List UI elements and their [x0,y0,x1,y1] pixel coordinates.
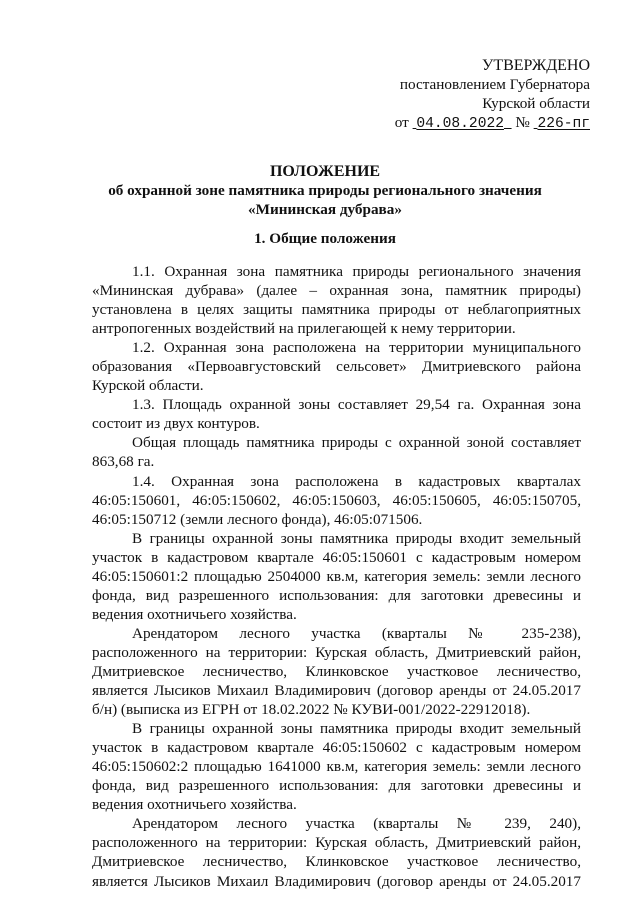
paragraph [92,719,581,814]
paragraph-line: состоит из двух контуров. [92,415,260,433]
paragraph-line: 46:05:150601:2 площадью 2504000 кв.м, категория земель: земли лесного [92,567,581,585]
paragraph [92,395,581,433]
paragraph-line: 46:05:150601, 46:05:150602, 46:05:150603, 46:05:150605, 46:05:150705, [92,491,581,509]
approval-date-line [380,113,590,134]
paragraph-line: Арендатором лесного участка (кварталы № 235-238), [132,624,581,642]
document-title: ПОЛОЖЕНИЕ [269,163,381,180]
approval-title: УТВЕРЖДЕНО [481,57,590,74]
paragraph [92,814,581,890]
paragraph-line: фонда, вид разрешенного использования: для заготовки древесины и [92,586,581,604]
paragraph [92,262,581,338]
paragraph-line: Арендатором лесного участка (кварталы № 239, 240), [132,815,581,833]
paragraph-line: 1.1. Охранная зона памятника природы регионального значения [132,263,581,280]
paragraph-line: Курской области. [92,377,204,395]
paragraph-line: 46:05:150712 (земли лесного фонда), 46:05:071506. [92,510,423,528]
paragraph [92,433,581,471]
document-subtitle-line2: «Мининская дубрава» [248,201,402,218]
paragraph-line: фонда, вид разрешенного использования: для заготовки древесины и [92,777,581,795]
approval-date-prefix: от [394,114,409,131]
paragraph-line: образования «Первоавгустовский сельсовет» Дмитриевского района [92,358,581,376]
paragraph-line: установлена в целях защиты памятника природы от неблагоприятных [92,301,581,319]
paragraph-line: ведения охотничьего хозяйства. [92,605,297,623]
section-title: 1. Общие положения [254,230,396,247]
paragraph-line: участок в кадастровом квартале 46:05:150601 с кадастровым номером [92,548,581,566]
approval-date: 04.08.2022 [416,116,504,132]
paragraph-line: расположенного на территории: Курская область, Дмитриевский район, [92,834,581,852]
paragraph-line: 1.2. Охранная зона расположена на территории муниципального [132,339,581,357]
approval-number-sign: № [515,114,530,131]
paragraph-line: является Лысиков Михаил Владимирович (договор аренды от 24.05.2017 [92,682,581,700]
document-body [92,262,581,891]
paragraph-line: Дмитриевское лесничество, Клинковское участковое лесничество, [92,662,581,680]
paragraph-line: В границы охранной зоны памятника природы входит земельный [132,720,581,738]
paragraph-line: участок в кадастровом квартале 46:05:150602 с кадастровым номером [92,739,581,757]
approval-block [380,56,590,134]
paragraph-line: ведения охотничьего хозяйства. [92,796,297,814]
paragraph-line: В границы охранной зоны памятника природы входит земельный [132,529,581,547]
approval-number: 226-пг [537,116,590,132]
paragraph-line: 1.3. Площадь охранной зоны составляет 29,54 га. Охранная зона [132,396,581,414]
paragraph [92,529,581,624]
paragraph-line: Дмитриевское лесничество, Клинковское участковое лесничество, [92,853,581,871]
document-subtitle-line1: об охранной зоне памятника природы регионального значения [108,182,542,199]
document-heading [80,162,570,219]
paragraph-line: является Лысиков Михаил Владимирович (договор аренды от 24.05.2017 [92,872,581,890]
paragraph [92,338,581,395]
approval-authority: постановлением Губернатора [399,76,590,93]
paragraph-line: 46:05:150602:2 площадью 1641000 кв.м, категория земель: земли лесного [92,758,581,776]
approval-region: Курской области [482,95,590,112]
paragraph-line: б/н) (выписка из ЕГРН от 18.02.2022 № КУВИ-001/2022-22912018). [92,701,531,719]
paragraph-line: 1.4. Охранная зона расположена в кадастровых кварталах [132,472,581,490]
paragraph-line: 863,68 га. [92,453,155,471]
paragraph [92,472,581,529]
paragraph-line: антропогенных воздействий на прилегающей к нему территории. [92,320,516,338]
paragraph [92,624,581,719]
section-heading [80,229,570,248]
paragraph-line: Общая площадь памятника природы с охранной зоной составляет [132,434,581,452]
paragraph-line: «Мининская дубрава» (далее – охранная зона, памятник природы) [92,282,581,300]
paragraph-line: расположенного на территории: Курская область, Дмитриевский район, [92,643,581,661]
